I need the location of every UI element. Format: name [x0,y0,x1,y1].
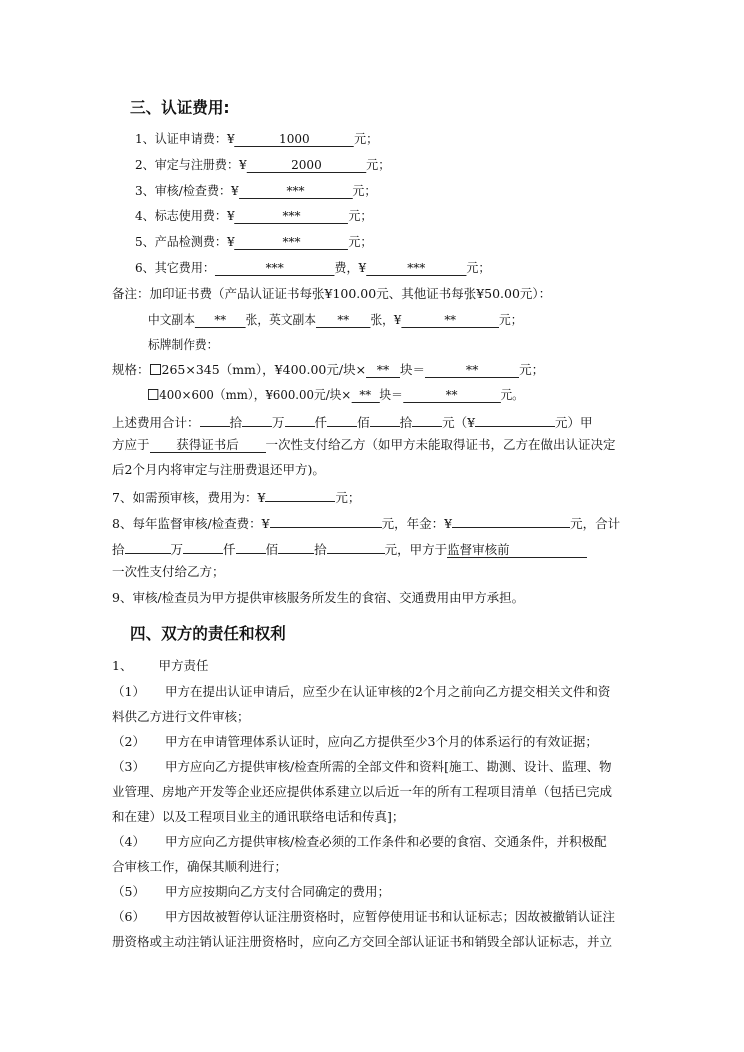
fee-item-1: 1、认证申请费：¥ 1000 元； [135,131,379,146]
total-line-2: 方应于 获得证书后 一次性支付给乙方（如甲方未能取得证书，乙方在做出认证决定 [112,437,616,452]
fee-item-5: 5、产品检测费：¥ *** 元； [135,234,373,249]
clause-6: （6） 甲方因故被暂停认证注册资格时，应暂停使用证书和认证标志；因故被撤销认证注 [112,909,615,924]
copies-line: 中文副本 ** 张，英文副本 ** 张，¥ ** 元； [148,312,523,327]
plate-fee: 标牌制作费： [148,337,219,352]
fee-item-8-line-2: 拾 万 仟 佰 拾 元，甲方于监督审核前 [112,538,632,559]
spec1-checkbox[interactable] [150,364,161,375]
fee-item-3: 3、审核/检查费：¥ *** 元； [135,183,377,198]
clause-6-cont: 册资格或主动注销认证注册资格时，应向乙方交回全部认证证书和销毁全部认证标志，并立 [112,934,613,949]
clause-4-cont: 合审核工作，确保其顺利进行； [112,859,288,874]
section4-title: 四、双方的责任和权利 [130,624,286,643]
spec2-checkbox[interactable] [148,389,158,400]
total-line-1: 上述费用合计： 拾 万 仟 佰 拾 元（¥ 元）甲 [112,411,632,432]
clause-4: （4） 甲方应向乙方提供审核/检查必须的工作条件和必要的食宿、交通条件，并积极配 [112,834,607,849]
fee-item-6: 6、其它费用： *** 费，¥ *** 元； [135,260,491,275]
fee-item-9: 9、审核/检查员为甲方提供审核服务所发生的食宿、交通费用由甲方承担。 [112,590,525,605]
fee-item-7: 7、如需预审核，费用为：¥ 元； [112,486,632,507]
clause-5: （5） 甲方应按期向乙方支付合同确定的费用； [112,884,390,899]
clause-3-cont-2: 和在建）以及工程项目业主的通讯联络电话和传真]； [112,809,405,824]
total-line-3: 后2个月内将审定与注册费退还甲方)。 [112,462,325,477]
fee-item-8: 8、每年监督审核/检查费：¥ 元，年金：¥ 元，合计 [112,512,632,533]
fee-item-2: 2、审定与注册费：¥ 2000 元； [135,157,391,172]
clause-3: （3） 甲方应向乙方提供审核/检查所需的全部文件和资料[施工、勘测、设计、监理、物 [112,759,612,774]
clause-3-cont-1: 业管理、房地产开发等企业还应提供体系建立以后近一年的所有工程项目清单（包括已完成 [112,784,613,799]
party-a-heading: 1、 甲方责任 [112,658,209,673]
remark-line: 备注：加印证书费（产品认证证书每张¥100.00元、其他证书每张¥50.00元）： [112,286,552,301]
clause-1-cont: 料供乙方进行文件审核； [112,709,250,724]
spec-line-1: 规格： 265×345（mm），¥400.00元/块× ** 块＝ ** 元； [112,362,545,377]
clause-2: （2） 甲方在申请管理体系认证时，应向乙方提供至少3个月的体系运行的有效证据； [112,734,598,749]
section3-title: 三、认证费用: [130,98,230,117]
clause-1: （1） 甲方在提出认证申请后，应至少在认证审核的2个月之前向乙方提交相关文件和资 [112,684,611,699]
fee-item-4: 4、标志使用费：¥ *** 元； [135,208,373,223]
fee-item-8-line-3: 一次性支付给乙方； [112,564,225,579]
spec-line-2: 400×600（mm），¥600.00元/块× ** 块＝ ** 元。 [148,386,636,404]
